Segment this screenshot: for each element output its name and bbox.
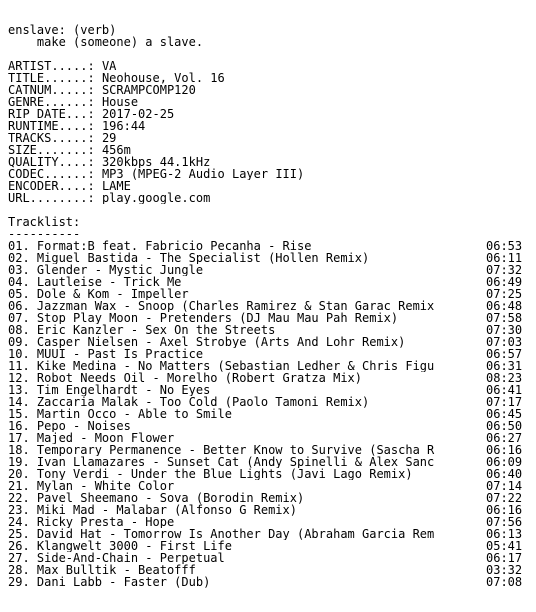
track-duration: 07:14 xyxy=(486,479,523,493)
track-title: 08. Eric Kanzler - Sex On the Streets xyxy=(8,324,276,336)
track-row xyxy=(8,576,532,588)
track-row xyxy=(8,348,532,360)
track-title: 01. Format:B feat. Fabricio Pecanha - Rise xyxy=(8,240,312,252)
track-duration: 06:53 xyxy=(486,239,523,253)
definition-term: enslave: (verb) xyxy=(8,24,117,36)
metadata-row xyxy=(8,96,532,108)
metadata-value: LAME xyxy=(101,180,131,192)
metadata-row xyxy=(8,60,532,72)
track-duration: 06:45 xyxy=(486,407,523,421)
tracklist xyxy=(8,240,532,588)
track-row xyxy=(8,504,532,516)
track-title: 11. Kike Medina - No Matters (Sebastian Ledher & Chris Figu xyxy=(8,360,435,372)
metadata-key: GENRE......: xyxy=(8,96,95,108)
track-title: 22. Pavel Sheemano - Sova (Borodin Remix) xyxy=(8,492,305,504)
track-title: 13. Tim Engelhardt - No Eyes xyxy=(8,384,211,396)
track-duration: 08:23 xyxy=(486,371,523,385)
track-row xyxy=(8,420,532,432)
track-row xyxy=(8,564,532,576)
spacer xyxy=(8,48,532,60)
track-row xyxy=(8,432,532,444)
metadata-key: RUNTIME....: xyxy=(8,120,95,132)
track-title: 03. Glender - Mystic Jungle xyxy=(8,264,204,276)
track-title: 27. Side-And-Chain - Perpetual xyxy=(8,552,225,564)
metadata-row xyxy=(8,144,532,156)
track-duration: 06:48 xyxy=(486,299,523,313)
track-row xyxy=(8,324,532,336)
track-duration: 07:32 xyxy=(486,263,523,277)
track-row xyxy=(8,468,532,480)
track-title: 24. Ricky Presta - Hope xyxy=(8,516,175,528)
metadata-key: QUALITY....: xyxy=(8,156,95,168)
track-row xyxy=(8,444,532,456)
track-row xyxy=(8,288,532,300)
track-duration: 07:25 xyxy=(486,287,523,301)
metadata-row xyxy=(8,132,532,144)
metadata-value: SCRAMPCOMP120 xyxy=(101,84,196,96)
track-row xyxy=(8,456,532,468)
tracklist-heading: Tracklist: xyxy=(8,216,81,228)
metadata-value: 29 xyxy=(101,132,117,144)
track-row xyxy=(8,240,532,252)
track-row xyxy=(8,336,532,348)
metadata-value: Neohouse, Vol. 16 xyxy=(101,72,225,84)
track-title: 06. Jazzman Wax - Snoop (Charles Ramirez & Stan Garac Remix xyxy=(8,300,435,312)
metadata-value: 456m xyxy=(101,144,131,156)
track-duration: 07:58 xyxy=(486,311,523,325)
metadata-row xyxy=(8,156,532,168)
track-title: 29. Dani Labb - Faster (Dub) xyxy=(8,576,211,588)
track-duration: 03:32 xyxy=(486,563,523,577)
metadata-key: URL........: xyxy=(8,192,95,204)
metadata-value: play.google.com xyxy=(101,192,211,204)
track-duration: 06:49 xyxy=(486,275,523,289)
tracklist-rule: ---------- xyxy=(8,228,81,240)
track-row xyxy=(8,480,532,492)
track-duration: 06:31 xyxy=(486,359,523,373)
metadata-key: CATNUM.....: xyxy=(8,84,95,96)
track-row xyxy=(8,540,532,552)
definition-meaning: make (someone) a slave. xyxy=(8,36,204,48)
metadata-row xyxy=(8,168,532,180)
metadata-row xyxy=(8,120,532,132)
metadata-value: 320kbps 44.1kHz xyxy=(101,156,211,168)
track-title: 20. Tony Verdi - Under the Blue Lights (Javi Lago Remix) xyxy=(8,468,413,480)
track-duration: 07:30 xyxy=(486,323,523,337)
track-row xyxy=(8,360,532,372)
track-row xyxy=(8,312,532,324)
track-title: 16. Pepo - Noises xyxy=(8,420,131,432)
track-duration: 06:27 xyxy=(486,431,523,445)
track-title: 09. Casper Nielsen - Axel Strobye (Arts And Lohr Remix) xyxy=(8,336,406,348)
track-duration: 06:16 xyxy=(486,503,523,517)
track-title: 04. Lautleise - Trick Me xyxy=(8,276,182,288)
track-row xyxy=(8,372,532,384)
metadata-value: 2017-02-25 xyxy=(101,108,175,120)
track-row xyxy=(8,552,532,564)
track-duration: 07:22 xyxy=(486,491,523,505)
track-row xyxy=(8,408,532,420)
metadata-value: House xyxy=(101,96,139,108)
track-duration: 06:11 xyxy=(486,251,523,265)
metadata-key: ENCODER....: xyxy=(8,180,95,192)
metadata-key: RIP DATE...: xyxy=(8,108,95,120)
track-row xyxy=(8,528,532,540)
track-title: 14. Zaccaria Malak - Too Cold (Paolo Tamoni Remix) xyxy=(8,396,370,408)
track-duration: 07:08 xyxy=(486,575,523,589)
track-title: 12. Robot Needs Oil - Morelho (Robert Gratza Mix) xyxy=(8,372,363,384)
metadata-key: SIZE.......: xyxy=(8,144,95,156)
metadata-row xyxy=(8,84,532,96)
track-duration: 06:09 xyxy=(486,455,523,469)
nfo-document xyxy=(8,24,532,588)
track-title: 17. Majed - Moon Flower xyxy=(8,432,175,444)
track-duration: 07:03 xyxy=(486,335,523,349)
track-row xyxy=(8,264,532,276)
metadata-value: MP3 (MPEG-2 Audio Layer III) xyxy=(101,168,305,180)
track-title: 02. Miguel Bastida - The Specialist (Hollen Remix) xyxy=(8,252,370,264)
metadata-value: VA xyxy=(101,60,117,72)
metadata-row xyxy=(8,192,532,204)
metadata-row xyxy=(8,180,532,192)
track-row xyxy=(8,384,532,396)
metadata-key: CODEC......: xyxy=(8,168,95,180)
track-title: 07. Stop Play Moon - Pretenders (DJ Mau Mau Pah Remix) xyxy=(8,312,399,324)
track-title: 21. Mylan - White Color xyxy=(8,480,175,492)
spacer xyxy=(8,204,532,216)
track-row xyxy=(8,276,532,288)
track-title: 18. Temporary Permanence - Better Know to Survive (Sascha R xyxy=(8,444,435,456)
track-title: 28. Max Bulltik - Beatofff xyxy=(8,564,196,576)
track-duration: 07:17 xyxy=(486,395,523,409)
metadata-block xyxy=(8,60,532,204)
track-title: 15. Martin Occo - Able to Smile xyxy=(8,408,232,420)
track-duration: 06:13 xyxy=(486,527,523,541)
track-duration: 07:56 xyxy=(486,515,523,529)
metadata-row xyxy=(8,72,532,84)
metadata-key: ARTIST.....: xyxy=(8,60,95,72)
metadata-row xyxy=(8,108,532,120)
track-row xyxy=(8,300,532,312)
track-duration: 06:57 xyxy=(486,347,523,361)
track-duration: 06:17 xyxy=(486,551,523,565)
track-title: 23. Miki Mad - Malabar (Alfonso G Remix) xyxy=(8,504,297,516)
track-duration: 06:41 xyxy=(486,383,523,397)
track-row xyxy=(8,396,532,408)
track-duration: 06:16 xyxy=(486,443,523,457)
track-title: 19. Ivan Llamazares - Sunset Cat (Andy Spinelli & Alex Sanc xyxy=(8,456,435,468)
metadata-value: 196:44 xyxy=(101,120,146,132)
track-title: 25. David Hat - Tomorrow Is Another Day (Abraham Garcia Rem xyxy=(8,528,435,540)
metadata-key: TITLE......: xyxy=(8,72,95,84)
track-row xyxy=(8,492,532,504)
track-title: 26. Klangwelt 3000 - First Life xyxy=(8,540,232,552)
track-title: 05. Dole & Kom - Impeller xyxy=(8,288,189,300)
track-duration: 06:50 xyxy=(486,419,523,433)
track-duration: 06:40 xyxy=(486,467,523,481)
track-duration: 05:41 xyxy=(486,539,523,553)
track-title: 10. MUUI - Past Is Practice xyxy=(8,348,204,360)
track-row xyxy=(8,252,532,264)
track-row xyxy=(8,516,532,528)
metadata-key: TRACKS.....: xyxy=(8,132,95,144)
